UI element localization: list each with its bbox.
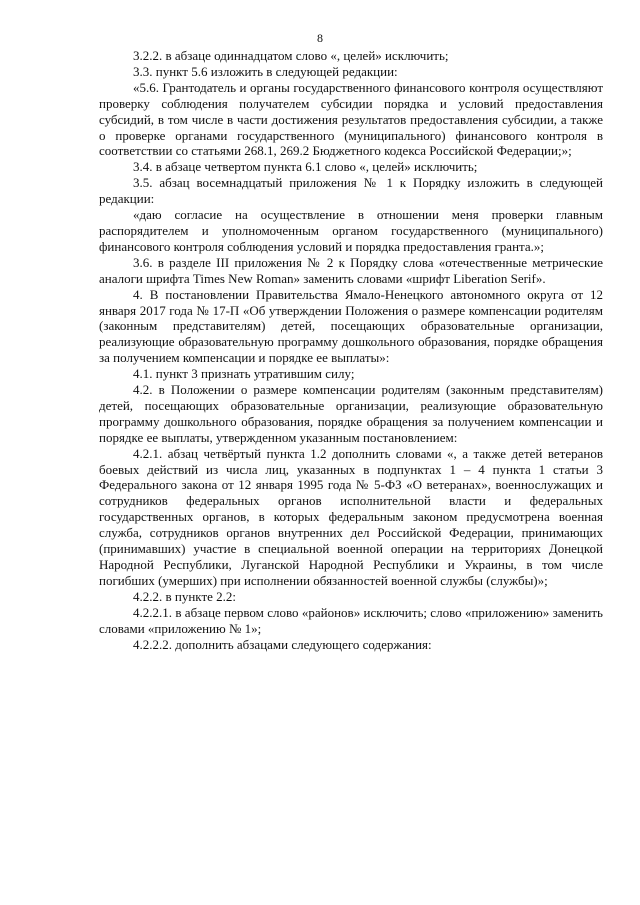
paragraph-5-6-quote: «5.6. Грантодатель и органы государственного финансового контроля осуществляют проверку соблюдения получателем субсидии порядка и условий предоставления субсидий, в том числе в части достижения результатов предоставления субсидии, а также о проверке органами государственного (муниципального) финансового контроля в соответствии со статьями 268.1, 269.2 Бюджетного кодекса Российской Федерации;»; <box>99 79 603 159</box>
paragraph-3-3: 3.3. пункт 5.6 изложить в следующей редакции: <box>133 63 398 79</box>
paragraph-3-2-2: 3.2.2. в абзаце одиннадцатом слово «, целей» исключить; <box>133 48 449 63</box>
paragraph-4-2-2-1: 4.2.2.1. в абзаце первом слово «районов» исключить; слово «приложению» заменить словами «приложению № 1»; <box>99 604 603 636</box>
paragraph-consent-quote: «даю согласие на осуществление в отношении меня проверки главным распорядителем и уполномоченным органом государственного (муниципального) финансового контроля соблюдения условий и порядка предоставления гранта.»; <box>99 207 603 254</box>
paragraph-4-2-2-2: 4.2.2.2. дополнить абзацами следующего содержания: <box>133 636 432 652</box>
page-number: 8 <box>317 31 323 45</box>
paragraph-4-2: 4.2. в Положении о размере компенсации родителям (законным представителям) детей, посещающих образовательные организации, реализующие образовательную программу дошкольного образования, порядке обращения за получением компенсации и порядке ее выплаты, утвержденном указанным постановлением: <box>99 382 603 445</box>
paragraph-4-2-2: 4.2.2. в пункте 2.2: <box>133 588 237 604</box>
paragraph-4: 4. В постановлении Правительства Ямало-Ненецкого автономного округа от 12 января 2017 года № 17-П «Об утверждении Положения о размере компенсации родителям (законным представителям) детей, посещающих образовательные организации, реализующие образовательную программу дошкольного образования, порядке обращения за получением компенсации и порядке ее выплаты»: <box>99 286 603 366</box>
paragraph-4-2-1: 4.2.1. абзац четвёртый пункта 1.2 дополнить словами «, а также детей ветеранов боевых действий из числа лиц, указанных в подпунктах 1 – 4 пункта 1 статьи 3 Федерального закона от 12 января 1995 года № 5-ФЗ «О ветеранах», военнослужащих и сотрудников федеральных органов исполнительной власти и федеральных государственных органов, в которых федеральным законом предусмотрена военная служба, сотрудников органов внутренних дел Российской Федерации, принимающих (принимавших) участие в специальной военной операции на территориях Донецкой Народной Республики, Луганской Народной Республики и Украины, в том числе погибших (умерших) при исполнении обязанностей военной службы (службы)»; <box>99 445 603 588</box>
paragraph-4-1: 4.1. пункт 3 признать утратившим силу; <box>133 366 355 382</box>
paragraph-3-6: 3.6. в разделе III приложения № 2 к Порядку слова «отечественные метрические аналоги шрифта Times New Roman» заменить словами «шрифт Liberation Serif». <box>99 254 603 286</box>
document-body <box>99 48 603 652</box>
paragraph-3-4: 3.4. в абзаце четвертом пункта 6.1 слово «, целей» исключить; <box>133 159 478 175</box>
paragraph-3-5: 3.5. абзац восемнадцатый приложения № 1 к Порядку изложить в следующей редакции: <box>99 175 603 207</box>
